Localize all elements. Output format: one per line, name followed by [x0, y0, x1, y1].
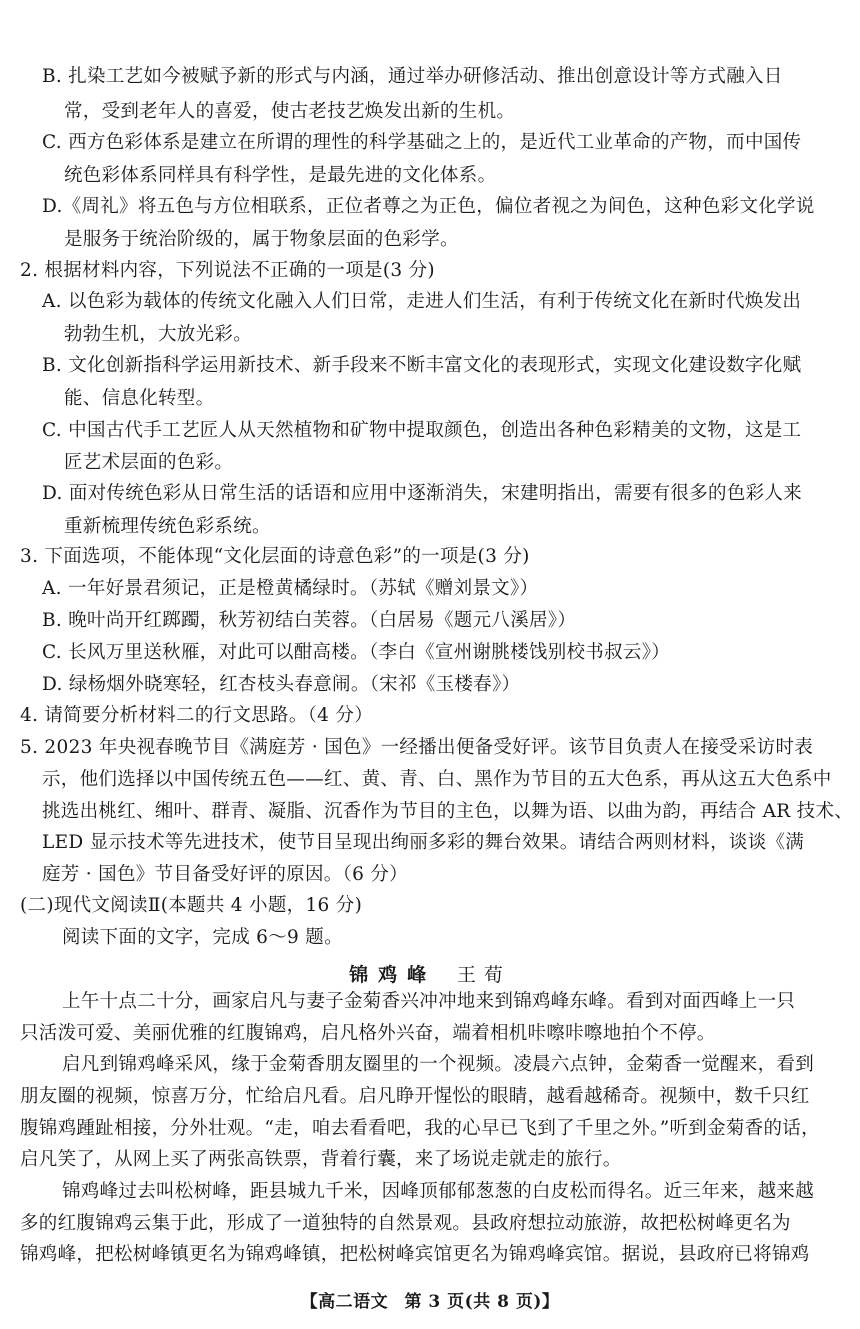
story-title: 锦鸡峰	[349, 964, 437, 986]
story-p3-line3: 锦鸡峰，把松树峰镇更名为锦鸡峰镇，把松树峰宾馆更名为锦鸡峰宾馆。据说，县政府已将锦鸡	[20, 1244, 810, 1265]
q5-line2: 示，他们选择以中国传统五色——红、黄、青、白、黑作为节目的五大色系，再从这五大色系中	[42, 769, 832, 790]
page-footer	[0, 1287, 860, 1312]
story-p2-line2: 朋友圈的视频，惊喜万分，忙给启凡看。启凡睁开惺忪的眼睛，越看越稀奇。视频中，数千只红	[20, 1086, 810, 1107]
q1-option-d-line1: D.《周礼》将五色与方位相联系，正位者尊之为正色，偏位者视之为间色，这种色彩文化学说	[42, 196, 815, 217]
story-p1-line2: 只活泼可爱、美丽优雅的红腹锦鸡，启凡格外兴奋，端着相机咔嚓咔嚓地拍个不停。	[20, 1023, 716, 1044]
footer-subject: 【高二语文	[300, 1292, 389, 1312]
story-p3-line1: 锦鸡峰过去叫松树峰，距县城九千米，因峰顶郁郁葱葱的白皮松而得名。近三年来，越来越	[62, 1181, 815, 1202]
footer-page: 第 3 页(共 8 页)】	[404, 1292, 560, 1312]
q3-stem: 3. 下面选项，不能体现“文化层面的诗意色彩”的一项是(3 分)	[20, 546, 530, 567]
section-instruction: 阅读下面的文字，完成 6～9 题。	[62, 927, 343, 948]
q2-option-a-line1: A. 以色彩为载体的传统文化融入人们日常，走进人们生活，有利于传统文化在新时代焕发出	[42, 291, 802, 312]
q1-option-c-line2: 统色彩体系同样具有科学性，是最先进的文化体系。	[64, 165, 497, 186]
story-p2-line4: 启凡笑了，从网上买了两张高铁票，背着行囊，来了场说走就走的旅行。	[20, 1149, 622, 1170]
q2-option-d-line2: 重新梳理传统色彩系统。	[64, 516, 271, 537]
q1-option-b-line1: B. 扎染工艺如今被赋予新的形式与内涵，通过举办研修活动、推出创意设计等方式融入日	[42, 66, 783, 87]
q4-stem: 4. 请简要分析材料二的行文思路。（4 分）	[20, 705, 374, 726]
q2-option-c-line2: 匠艺术层面的色彩。	[64, 452, 234, 473]
q1-option-d-line2: 是服务于统治阶级的，属于物象层面的色彩学。	[64, 229, 459, 250]
story-author: 王荀	[456, 964, 511, 986]
q5-line3: 挑选出桃红、缃叶、群青、凝脂、沉香作为节目的主色，以舞为语、以曲为韵，再结合 AR 技术、	[42, 801, 854, 822]
q1-option-c-line1: C. 西方色彩体系是建立在所谓的理性的科学基础之上的，是近代工业革命的产物，而中国传	[42, 132, 802, 153]
story-p3-line2: 多的红腹锦鸡云集于此，形成了一道独特的自然景观。县政府想拉动旅游，故把松树峰更名为	[20, 1213, 791, 1234]
q2-option-b-line1: B. 文化创新指科学运用新技术、新手段来不断丰富文化的表现形式，实现文化建设数字化赋	[42, 355, 802, 376]
q3-option-d: D. 绿杨烟外晓寒轻，红杏枝头春意闹。（宋祁《玉楼春》）	[42, 674, 521, 695]
q2-stem: 2. 根据材料内容，下列说法不正确的一项是(3 分)	[20, 260, 435, 281]
q2-option-b-line2: 能、信息化转型。	[64, 388, 215, 409]
q5-line1: 5. 2023 年央视春晚节目《满庭芳 · 国色》一经播出便备受好评。该节目负责人在接受采访时表	[20, 737, 814, 758]
q2-option-a-line2: 勃勃生机，大放光彩。	[64, 324, 253, 345]
q3-option-c: C. 长风万里送秋雁，对此可以酣高楼。（李白《宣州谢朓楼饯别校书叔云》）	[42, 642, 671, 663]
story-p2-line3: 腹锦鸡踵趾相接，分外壮观。“走，咱去看看吧，我的心早已飞到了千里之外。”听到金菊香的话，	[20, 1118, 820, 1139]
story-title-line	[0, 960, 860, 987]
q3-option-a: A. 一年好景君须记，正是橙黄橘绿时。（苏轼《赠刘景文》）	[42, 578, 539, 599]
q5-line4: LED 显示技术等先进技术，使节目呈现出绚丽多彩的舞台效果。请结合两则材料，谈谈《满	[42, 832, 805, 853]
section-heading: (二)现代文阅读Ⅱ(本题共 4 小题，16 分)	[20, 895, 363, 916]
q5-line5: 庭芳 · 国色》节目备受好评的原因。（6 分）	[42, 864, 408, 885]
q2-option-d-line1: D. 面对传统色彩从日常生活的话语和应用中逐渐消失，宋建明指出，需要有很多的色彩人来	[42, 483, 803, 504]
story-p1-line1: 上午十点二十分，画家启凡与妻子金菊香兴冲冲地来到锦鸡峰东峰。看到对面西峰上一只	[62, 991, 796, 1012]
q3-option-b: B. 晚叶尚开红踯躅，秋芳初结白芙蓉。（白居易《题元八溪居》）	[42, 610, 577, 631]
story-p2-line1: 启凡到锦鸡峰采风，缘于金菊香朋友圈里的一个视频。凌晨六点钟，金菊香一觉醒来，看到	[62, 1054, 815, 1075]
q1-option-b-line2: 常，受到老年人的喜爱，使古老技艺焕发出新的生机。	[64, 101, 516, 122]
q2-option-c-line1: C. 中国古代手工艺匠人从天然植物和矿物中提取颜色，创造出各种色彩精美的文物，这是工	[42, 420, 802, 441]
